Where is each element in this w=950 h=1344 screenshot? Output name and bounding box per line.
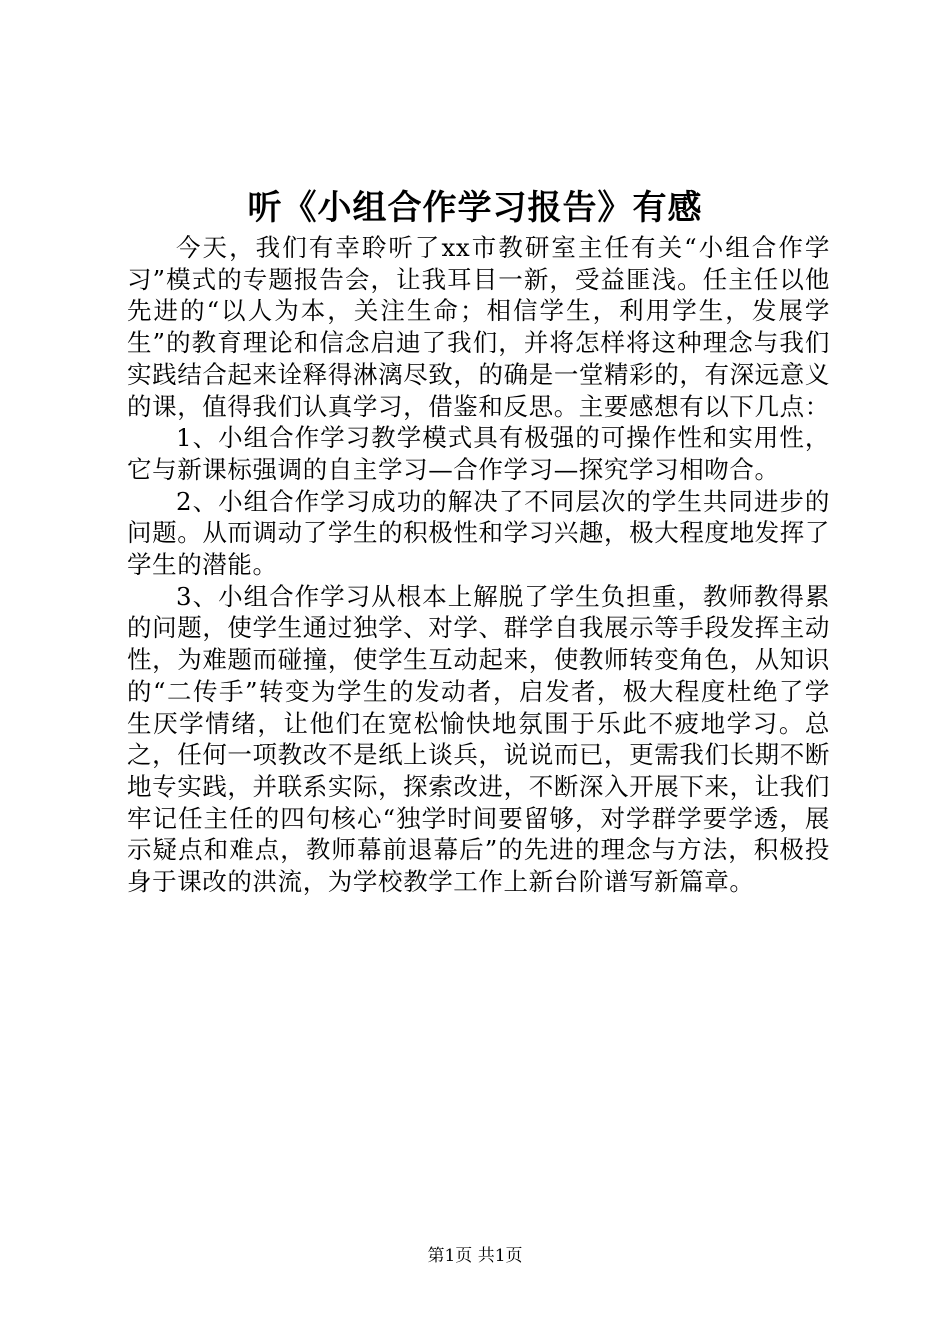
paragraph-point-1: 1、小组合作学习教学模式具有极强的可操作性和实用性，它与新课标强调的自主学习—合作学习—探究学习相吻合。 xyxy=(127,423,830,484)
document-body xyxy=(127,232,830,898)
paragraph-intro: 今天，我们有幸聆听了xx市教研室主任有关“小组合作学习”模式的专题报告会，让我耳目一新，受益匪浅。任主任以他先进的“以人为本，关注生命；相信学生，利用学生，发展学生”的教育理论和信念启迪了我们，并将怎样将这种理念与我们实践结合起来诠释得淋漓尽致，的确是一堂精彩的，有深远意义的课，值得我们认真学习，借鉴和反思。主要感想有以下几点： xyxy=(127,233,830,421)
paragraph-point-2: 2、小组合作学习成功的解决了不同层次的学生共同进步的问题。从而调动了学生的积极性和学习兴趣，极大程度地发挥了学生的潜能。 xyxy=(127,486,830,580)
paragraph-point-3: 3、小组合作学习从根本上解脱了学生负担重，教师教得累的问题，使学生通过独学、对学、群学自我展示等手段发挥主动性，为难题而碰撞，使学生互动起来，使教师转变角色，从知识的“二传手”转变为学生的发动者，启发者，极大程度杜绝了学生厌学情绪，让他们在宽松愉快地氛围于乐此不疲地学习。总之，任何一项教改不是纸上谈兵，说说而已，更需我们长期不断地专实践，并联系实际，探索改进，不断深入开展下来，让我们牢记任主任的四句核心“独学时间要留够，对学群学要学透，展示疑点和难点，教师幕前退幕后”的先进的理念与方法，积极投身于课改的洪流，为学校教学工作上新台阶谱写新篇章。 xyxy=(127,581,830,897)
page-number-footer: 第1页 共1页 xyxy=(427,1246,523,1266)
document-title: 听《小组合作学习报告》有感 xyxy=(247,188,703,228)
